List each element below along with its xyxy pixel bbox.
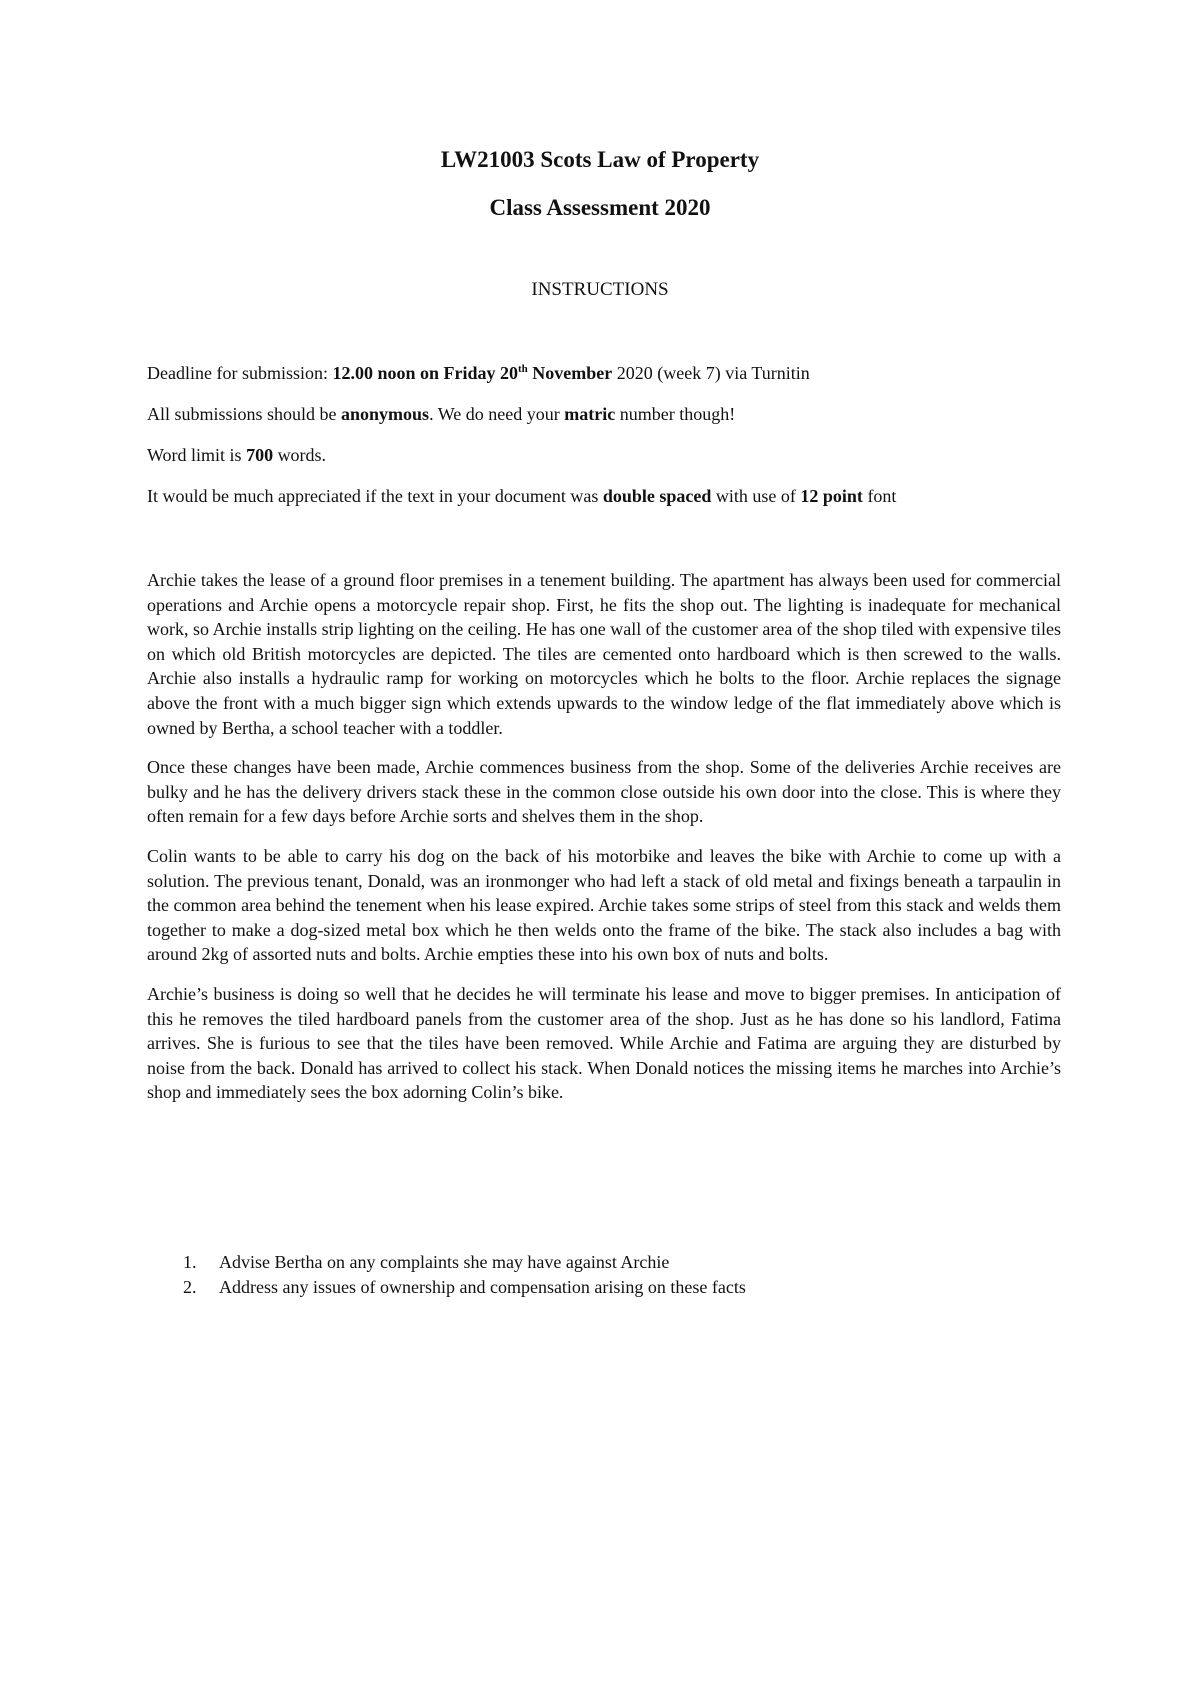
- word-limit-prefix: Word limit is: [147, 445, 247, 465]
- deadline-month: November: [527, 363, 613, 383]
- anonymous-suffix: number though!: [615, 404, 736, 424]
- assessment-title: Class Assessment 2020: [489, 195, 711, 220]
- instructions-heading: INSTRUCTIONS: [531, 279, 669, 300]
- anonymous-middle: . We do need your: [429, 404, 565, 424]
- instructions-block: [147, 362, 1057, 526]
- question-number: 1.: [183, 1252, 197, 1272]
- question-text: Advise Bertha on any complaints she may have against Archie: [219, 1252, 670, 1272]
- course-title: LW21003 Scots Law of Property: [440, 147, 760, 172]
- deadline-line: [147, 362, 1057, 384]
- scenario-paragraph: Archie’s business is doing so well that he decides he will terminate his lease and move to bigger premises. In anticipation of this he removes the tiled hardboard panels from the customer area of the shop. Just as he has done so his landlord, Fatima arrives. She is furious to see that the tiles have been removed. While Archie and Fatima are arguing they are disturbed by noise from the back. Donald has arrived to collect his stack. When Donald notices the missing items he marches into Archie’s shop and immediately sees the box adorning Colin’s bike.: [147, 983, 1061, 1103]
- question-list: [147, 1250, 1057, 1300]
- deadline-ordinal: th: [518, 363, 528, 375]
- word-limit-suffix: words.: [273, 445, 327, 465]
- matric-bold: matric: [564, 404, 616, 424]
- deadline-time: 12.00 noon on Friday 20: [332, 363, 519, 383]
- word-limit-line: [147, 444, 1057, 466]
- deadline-suffix: 2020 (week 7) via Turnitin: [612, 363, 810, 383]
- formatting-middle: with use of: [711, 486, 801, 506]
- anonymous-prefix: All submissions should be: [147, 404, 342, 424]
- scenario-paragraph: Colin wants to be able to carry his dog on the back of his motorbike and leaves the bike with Archie to come up with a solution. The previous tenant, Donald, was an ironmonger who had left a stack of old metal and fixings beneath a tarpaulin in the common area behind the tenement when his lease expired. Archie takes some strips of steel from this stack and welds them together to make a dog-sized metal box which he then welds onto the frame of the bike. The stack also includes a bag with around 2kg of assorted nuts and bolts. Archie empties these into his own box of nuts and bolts.: [147, 845, 1061, 965]
- question-text: Address any issues of ownership and compensation arising on these facts: [219, 1277, 746, 1297]
- formatting-suffix: font: [862, 486, 897, 506]
- anonymous-line: [147, 403, 1057, 425]
- question-item: [147, 1250, 1057, 1275]
- formatting-prefix: It would be much appreciated if the text in your document was: [147, 486, 603, 506]
- anonymous-bold: anonymous: [341, 404, 430, 424]
- font-size-bold: 12 point: [800, 486, 863, 506]
- question-item: [147, 1275, 1057, 1300]
- deadline-prefix: Deadline for submission:: [147, 363, 333, 383]
- scenario-paragraph: Archie takes the lease of a ground floor premises in a tenement building. The apartment has always been used for commercial operations and Archie opens a motorcycle repair shop. First, he fits the shop out. The lighting is inadequate for mechanical work, so Archie installs strip lighting on the ceiling. He has one wall of the customer area of the shop tiled with expensive tiles on which old British motorcycles are depicted. The tiles are cemented onto hardboard which is then screwed to the walls. Archie also installs a hydraulic ramp for working on motorcycles which he bolts to the floor. Archie replaces the signage above the front with a much bigger sign which extends upwards to the window ledge of the flat immediately above which is owned by Bertha, a school teacher with a toddler.: [147, 570, 1061, 738]
- question-number: 2.: [183, 1277, 197, 1297]
- double-spaced-bold: double spaced: [602, 486, 712, 506]
- formatting-line: [147, 485, 1057, 507]
- scenario-text: [147, 568, 1061, 1120]
- word-limit-value: 700: [246, 445, 274, 465]
- scenario-paragraph: Once these changes have been made, Archie commences business from the shop. Some of the deliveries Archie receives are bulky and he has the delivery drivers stack these in the common close outside his own door into the close. This is where they often remain for a few days before Archie sorts and shelves them in the shop.: [147, 757, 1061, 827]
